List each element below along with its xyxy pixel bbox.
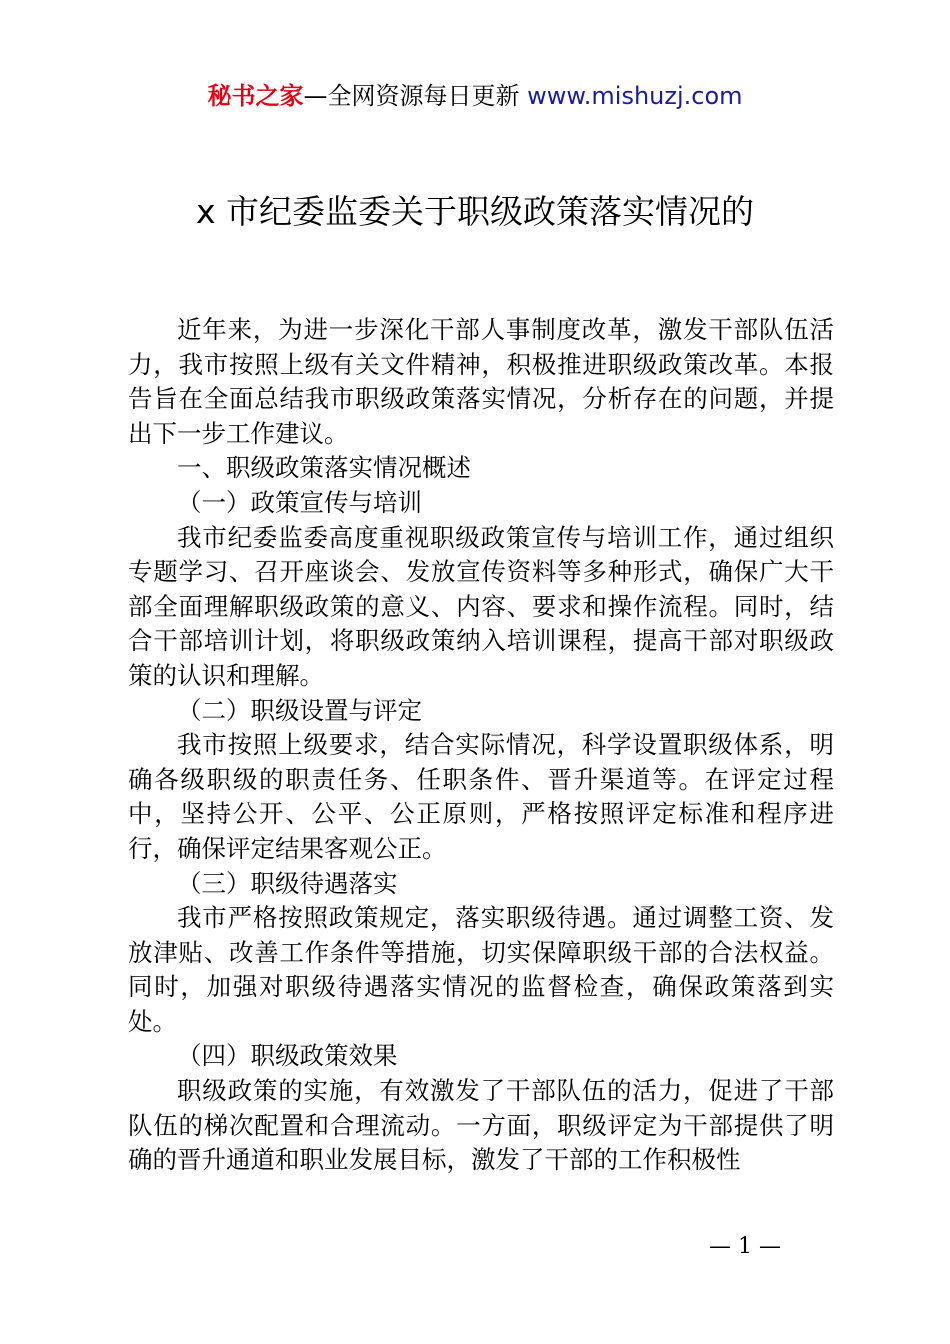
document-body xyxy=(128,313,834,1178)
site-url-link[interactable]: www.mishuzj.com xyxy=(527,82,743,110)
intro-paragraph: 近年来，为进一步深化干部人事制度改革，激发干部队伍活力，我市按照上级有关文件精神，积极推进职级政策改革。本报告旨在全面总结我市职级政策落实情况，分析存在的问题，并提出下一步工作建议。 xyxy=(128,315,834,448)
page-header xyxy=(0,80,950,112)
page-number: — 1 — xyxy=(709,1234,781,1259)
section-heading-1: 一、职级政策落实情况概述 xyxy=(177,453,471,483)
paragraph-publicity-training: 我市纪委监委高度重视职级政策宣传与培训工作，通过组织专题学习、召开座谈会、发放宣传资料等多种形式，确保广大干部全面理解职级政策的意义、内容、要求和操作流程。同时，结合干部培训计划，将职级政策纳入培训课程，提高干部对职级政策的认识和理解。 xyxy=(128,522,834,690)
header-tagline: —全网资源每日更新 xyxy=(303,82,528,110)
subsection-heading-1: （一）政策宣传与培训 xyxy=(177,487,422,517)
document-title: x 市纪委监委关于职级政策落实情况的 xyxy=(195,192,755,231)
subsection-heading-4: （四）职级政策效果 xyxy=(177,1041,398,1071)
subsection-heading-2: （二）职级设置与评定 xyxy=(177,695,422,725)
paragraph-policy-effects: 职级政策的实施，有效激发了干部队伍的活力，促进了干部队伍的梯次配置和合理流动。一方面，职级评定为干部提供了明确的晋升通道和职业发展目标，激发了干部的工作积极性 xyxy=(128,1076,834,1175)
paragraph-rank-benefits: 我市严格按照政策规定，落实职级待遇。通过调整工资、发放津贴、改善工作条件等措施，切实保障职级干部的合法权益。同时，加强对职级待遇落实情况的监督检查，确保政策落到实处。 xyxy=(128,903,834,1036)
subsection-heading-3: （三）职级待遇落实 xyxy=(177,868,398,898)
brand-name: 秘书之家 xyxy=(207,82,304,110)
paragraph-rank-setting: 我市按照上级要求，结合实际情况，科学设置职级体系，明确各级职级的职责任务、任职条件、晋升渠道等。在评定过程中，坚持公开、公平、公正原则，严格按照评定标准和程序进行，确保评定结果客观公正。 xyxy=(128,730,834,863)
